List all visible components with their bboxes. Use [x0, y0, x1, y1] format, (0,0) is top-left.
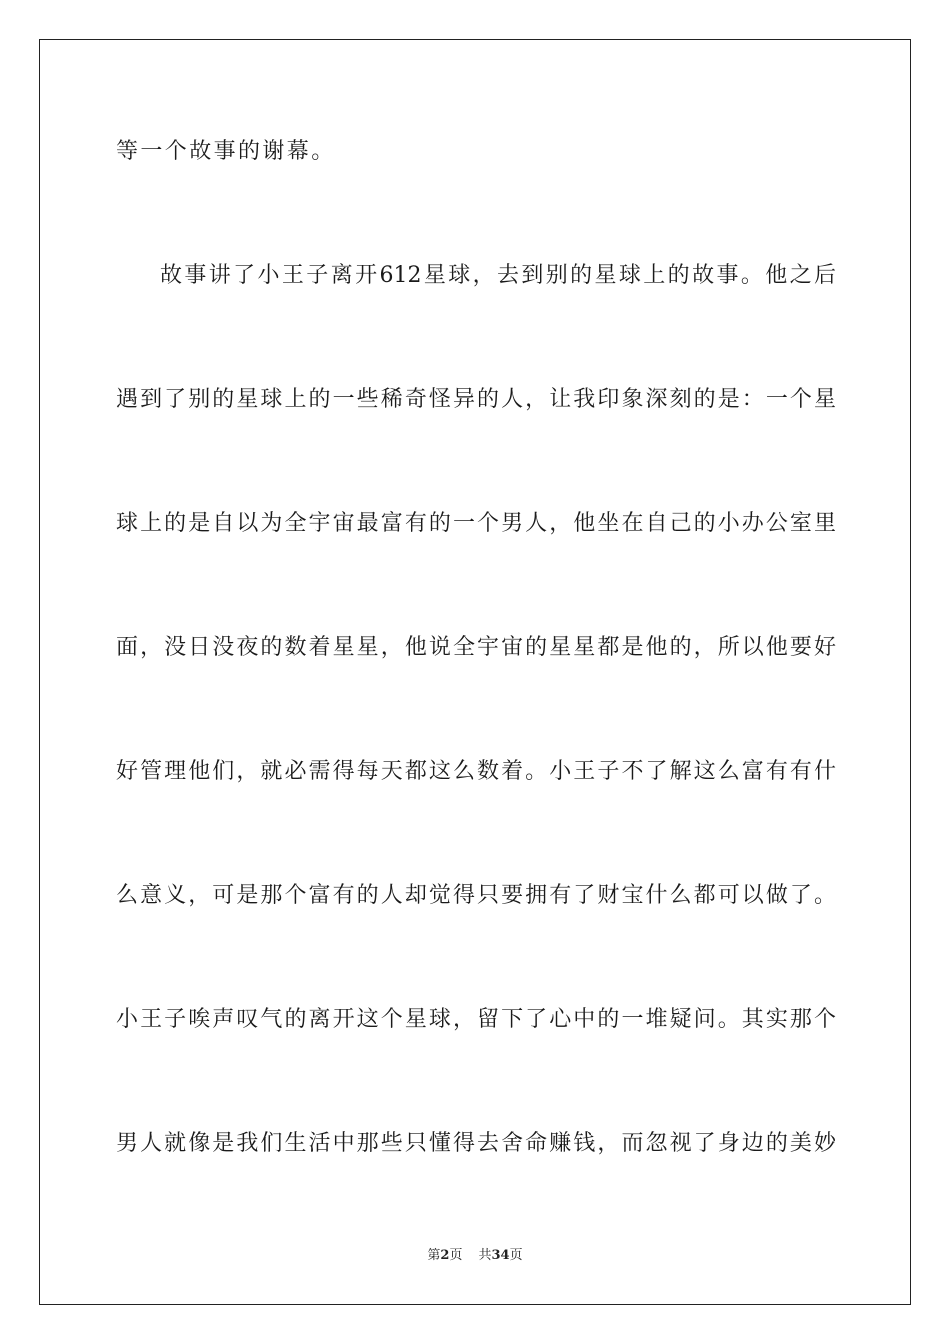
paragraph-first-line: 故事讲了小王子离开612星球，去到别的星球上的故事。他之后: [160, 263, 836, 288]
total-prefix: 共: [478, 1248, 492, 1263]
current-page-number: 2: [440, 1248, 450, 1263]
text-line: 男人就像是我们生活中那些只懂得去舍命赚钱，而忽视了身边的美妙: [116, 1131, 836, 1156]
page-border: [39, 39, 911, 1305]
page-footer: [0, 1247, 950, 1265]
page-suffix: 页: [449, 1248, 463, 1263]
page-prefix: 第: [427, 1248, 441, 1263]
text-line: 遇到了别的星球上的一些稀奇怪异的人，让我印象深刻的是：一个星: [116, 387, 836, 412]
text-line: 好管理他们，就必需得每天都这么数着。小王子不了解这么富有有什: [116, 759, 836, 784]
text-line: 等一个故事的谢幕。: [116, 139, 336, 164]
text-line: 小王子唉声叹气的离开这个星球，留下了心中的一堆疑问。其实那个: [116, 1007, 836, 1032]
total-suffix: 页: [509, 1248, 523, 1263]
text-line: 面，没日没夜的数着星星，他说全宇宙的星星都是他的，所以他要好: [116, 635, 836, 660]
text-line: 么意义，可是那个富有的人却觉得只要拥有了财宝什么都可以做了。: [116, 883, 836, 908]
text-line: 球上的是自以为全宇宙最富有的一个男人，他坐在自己的小办公室里: [116, 511, 836, 536]
total-page-count: 34: [491, 1248, 510, 1263]
